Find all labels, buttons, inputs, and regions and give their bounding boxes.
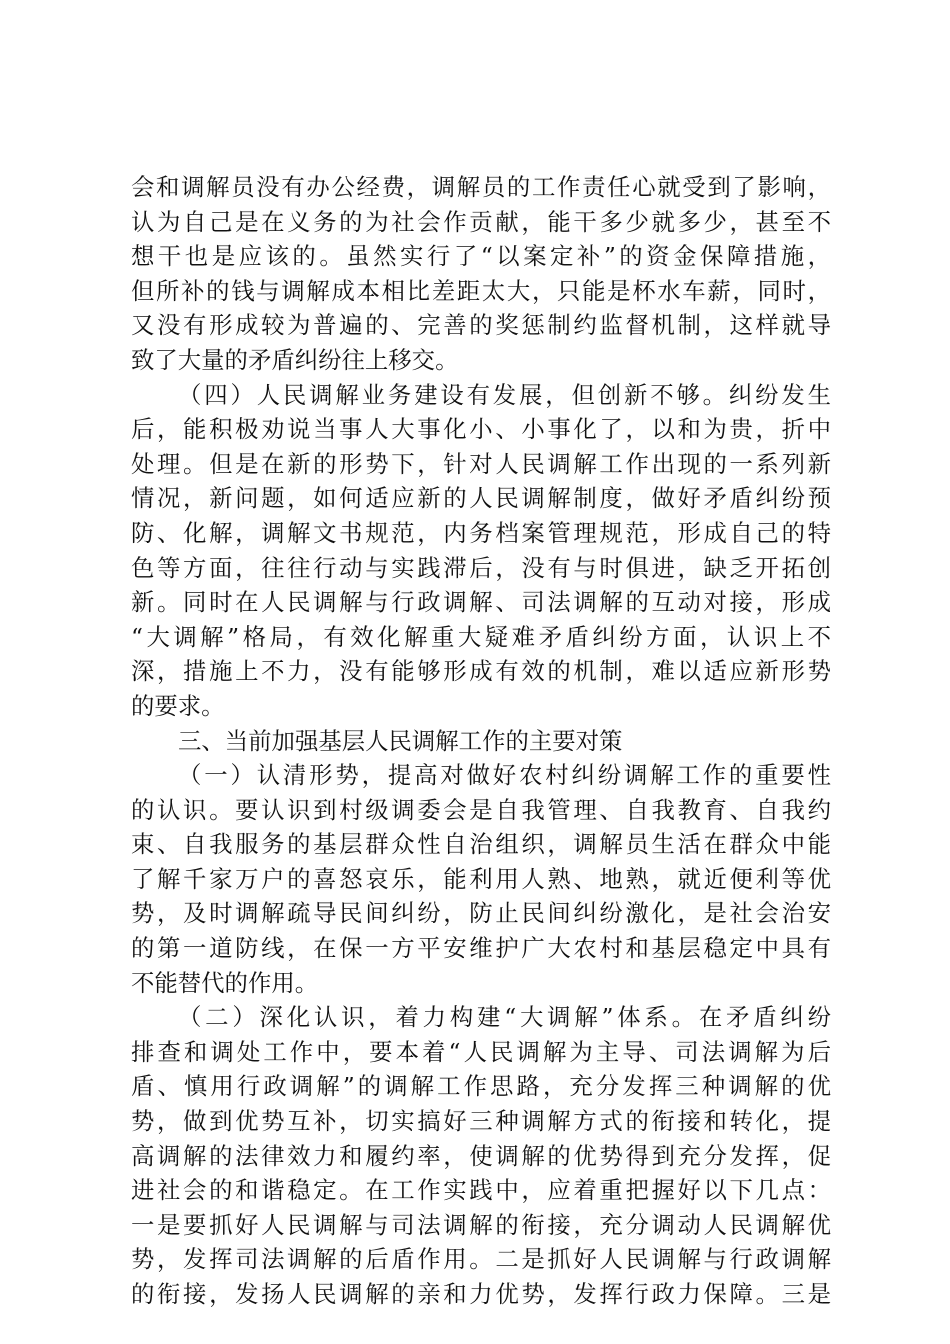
text-line: 深，措施上不力，没有能够形成有效的机制，难以适应新形势 (131, 657, 831, 686)
section-heading: 三、当前加强基层人民调解工作的主要对策 (178, 726, 623, 755)
text-line: 不能替代的作用。 (131, 968, 319, 997)
text-line: 色等方面，往往行动与实践滞后，没有与时俱进，缺乏开拓创 (131, 553, 831, 582)
text-line: 束、自我服务的基层群众性自治组织，调解员生活在群众中能 (131, 830, 831, 859)
text-line: 致了大量的矛盾纠纷往上移交。 (131, 345, 459, 374)
text-line: 新。同时在人民调解与行政调解、司法调解的互动对接，形成 (131, 588, 831, 617)
text-line: 想干也是应该的。虽然实行了“以案定补”的资金保障措施， (131, 242, 831, 271)
text-line: 会和调解员没有办公经费，调解员的工作责任心就受到了影响， (131, 173, 831, 201)
text-line: 势，做到优势互补，切实搞好三种调解方式的衔接和转化，提 (131, 1107, 831, 1136)
text-line: 但所补的钱与调解成本相比差距太大，只能是杯水车薪，同时， (131, 276, 831, 305)
text-line: 盾、慎用行政调解”的调解工作思路，充分发挥三种调解的优 (131, 1072, 831, 1101)
text-line: 排查和调处工作中，要本着“人民调解为主导、司法调解为后 (131, 1037, 831, 1066)
text-line: 防、化解，调解文书规范，内务档案管理规范，形成自己的特 (131, 518, 831, 547)
body-text (131, 170, 831, 1312)
paragraph-start-line: （一）认清形势，提高对做好农村纠纷调解工作的重要性 (178, 761, 831, 790)
text-line: 进社会的和谐稳定。在工作实践中，应着重把握好以下几点： (131, 1176, 831, 1205)
text-line: 了解千家万户的喜怒哀乐，能利用人熟、地熟，就近便利等优 (131, 864, 831, 893)
text-line: 势，及时调解疏导民间纠纷，防止民间纠纷激化，是社会治安 (131, 899, 831, 928)
text-line: 势，发挥司法调解的后盾作用。二是抓好人民调解与行政调解 (131, 1245, 831, 1274)
text-line: “大调解”格局，有效化解重大疑难矛盾纠纷方面，认识上不 (131, 622, 831, 651)
text-line: 认为自己是在义务的为社会作贡献，能干多少就多少，甚至不 (131, 207, 831, 236)
text-line: 又没有形成较为普遍的、完善的奖惩制约监督机制，这样就导 (131, 311, 831, 340)
text-line: 的要求。 (131, 691, 225, 720)
text-line: 一是要抓好人民调解与司法调解的衔接，充分调动人民调解优 (131, 1210, 831, 1239)
text-line: 高调解的法律效力和履约率，使调解的优势得到充分发挥，促 (131, 1141, 831, 1170)
text-line: 情况，新问题，如何适应新的人民调解制度，做好矛盾纠纷预 (131, 484, 831, 513)
text-line: 的衔接，发扬人民调解的亲和力优势，发挥行政力保障。三是 (131, 1280, 831, 1308)
text-line: 的认识。要认识到村级调委会是自我管理、自我教育、自我约 (131, 795, 831, 824)
text-line: 后，能积极劝说当事人大事化小、小事化了，以和为贵，折中 (131, 415, 831, 444)
paragraph-start-line: （二）深化认识，着力构建“大调解”体系。在矛盾纠纷 (178, 1003, 831, 1032)
text-line: 的第一道防线，在保一方平安维护广大农村和基层稳定中具有 (131, 934, 831, 963)
paragraph-start-line: （四）人民调解业务建设有发展，但创新不够。纠纷发生 (178, 380, 831, 409)
text-line: 处理。但是在新的形势下，针对人民调解工作出现的一系列新 (131, 449, 831, 478)
